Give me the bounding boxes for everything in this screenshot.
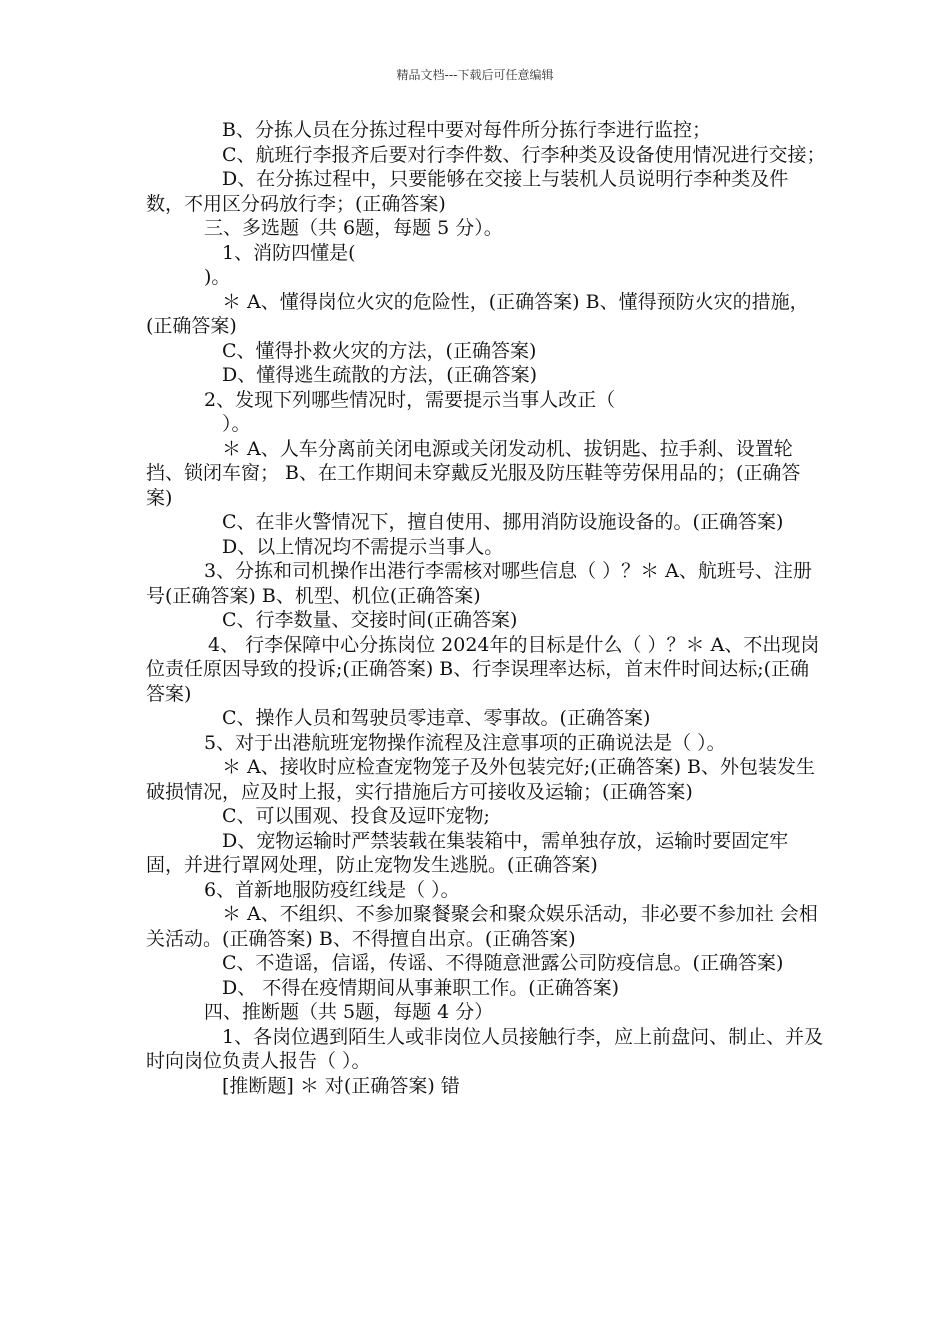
question-1: 1、消防四懂是(: [222, 241, 356, 264]
section-heading-judgment: 四、推断题（共 5题，每题 4 分）: [204, 1001, 494, 1023]
question-6-option-c: C、不造谣，信谣，传谣、不得随意泄露公司防疫信息。(正确答案): [222, 952, 784, 974]
option-d-q-prev: D、在分拣过程中，只要能够在交接上与装机人员说明行李种类及件数，不用区分码放行李；(正确答案): [146, 168, 789, 215]
option-b-q-prev: B、分拣人员在分拣过程中要对每件所分拣行李进行监控；: [222, 119, 711, 141]
question-2-close: ）。: [222, 413, 251, 435]
question-1-option-c: C、懂得扑救火灾的方法，(正确答案): [222, 339, 537, 362]
question-6: 6、首新地服防疫红线是（ ）。: [204, 878, 460, 901]
question-5-option-c: C、可以围观、投食及逗吓宠物;: [222, 805, 490, 827]
judgment-question-1: 1、各岗位遇到陌生人或非岗位人员接触行李，应上前盘问、制止、并及时向岗位负责人报告（ ）。: [146, 1025, 824, 1072]
section-heading-multiple-choice: 三、多选题（共 6题，每题 5 分）。: [204, 217, 503, 239]
question-6-option-d: D、 不得在疫情期间从事兼职工作。(正确答案): [222, 976, 620, 999]
question-4-option-c: C、操作人员和驾驶员零违章、零事故。(正确答案): [222, 707, 651, 729]
question-3-option-c: C、行李数量、交接时间(正确答案): [222, 609, 518, 631]
question-1-option-d: D、懂得逃生疏散的方法，(正确答案): [222, 364, 538, 386]
question-1-close: )。: [204, 266, 231, 288]
question-4: 4、 行李保障中心分拣岗位 2024年的目标是什么（ ）？＊ A、不出现岗位责任原因导致的投诉;(正确答案) B、行李误理率达标，首末件时间达标;(正确答案): [146, 633, 820, 705]
question-5: 5、对于出港航班宠物操作流程及注意事项的正确说法是（ ）。: [204, 731, 726, 754]
judgment-question-1-answer: [推断题] ＊ 对(正确答案) 错: [222, 1074, 460, 1097]
question-1-options-ab: ＊ A、懂得岗位火灾的危险性，(正确答案) B、懂得预防火灾的措施，(正确答案): [146, 290, 809, 337]
option-c-q-prev: C、航班行李报齐后要对行李件数、行李种类及设备使用情况进行交接；: [222, 143, 826, 166]
question-2-option-d: D、以上情况均不需提示当事人。: [222, 535, 504, 558]
question-6-options-ab: ＊ A、不组织、不参加聚餐聚会和聚众娱乐活动，非必要不参加社 会相关活动。(正确答案) B、不得擅自出京。(正确答案): [146, 903, 818, 950]
question-5-options-ab: ＊ A、接收时应检查宠物笼子及外包装完好;(正确答案) B、外包装发生破损情况，应及时上报，实行措施后方可接收及运输；(正确答案): [146, 756, 815, 803]
question-2-option-c: C、在非火警情况下，擅自使用、挪用消防设施设备的。(正确答案): [222, 511, 784, 533]
question-2-options-ab: ＊ A、人车分离前关闭电源或关闭发动机、拔钥匙、拉手刹、设置轮挡、锁闭车窗； B、在工作期间未穿戴反光服及防压鞋等劳保用品的；(正确答案): [146, 437, 801, 509]
question-5-option-d: D、宠物运输时严禁装载在集装箱中，需单独存放，运输时要固定牢固，并进行罩网处理，防止宠物发生逃脱。(正确答案): [146, 829, 789, 876]
page-header: 精品文档---下载后可任意编辑: [396, 68, 554, 82]
question-3: 3、分拣和司机操作出港行李需核对哪些信息（ ）？＊ A、航班号、注册号(正确答案) B、机型、机位(正确答案): [146, 560, 812, 607]
question-2: 2、发现下列哪些情况时，需要提示当事人改正（: [204, 388, 616, 411]
document-body: [146, 118, 826, 1098]
